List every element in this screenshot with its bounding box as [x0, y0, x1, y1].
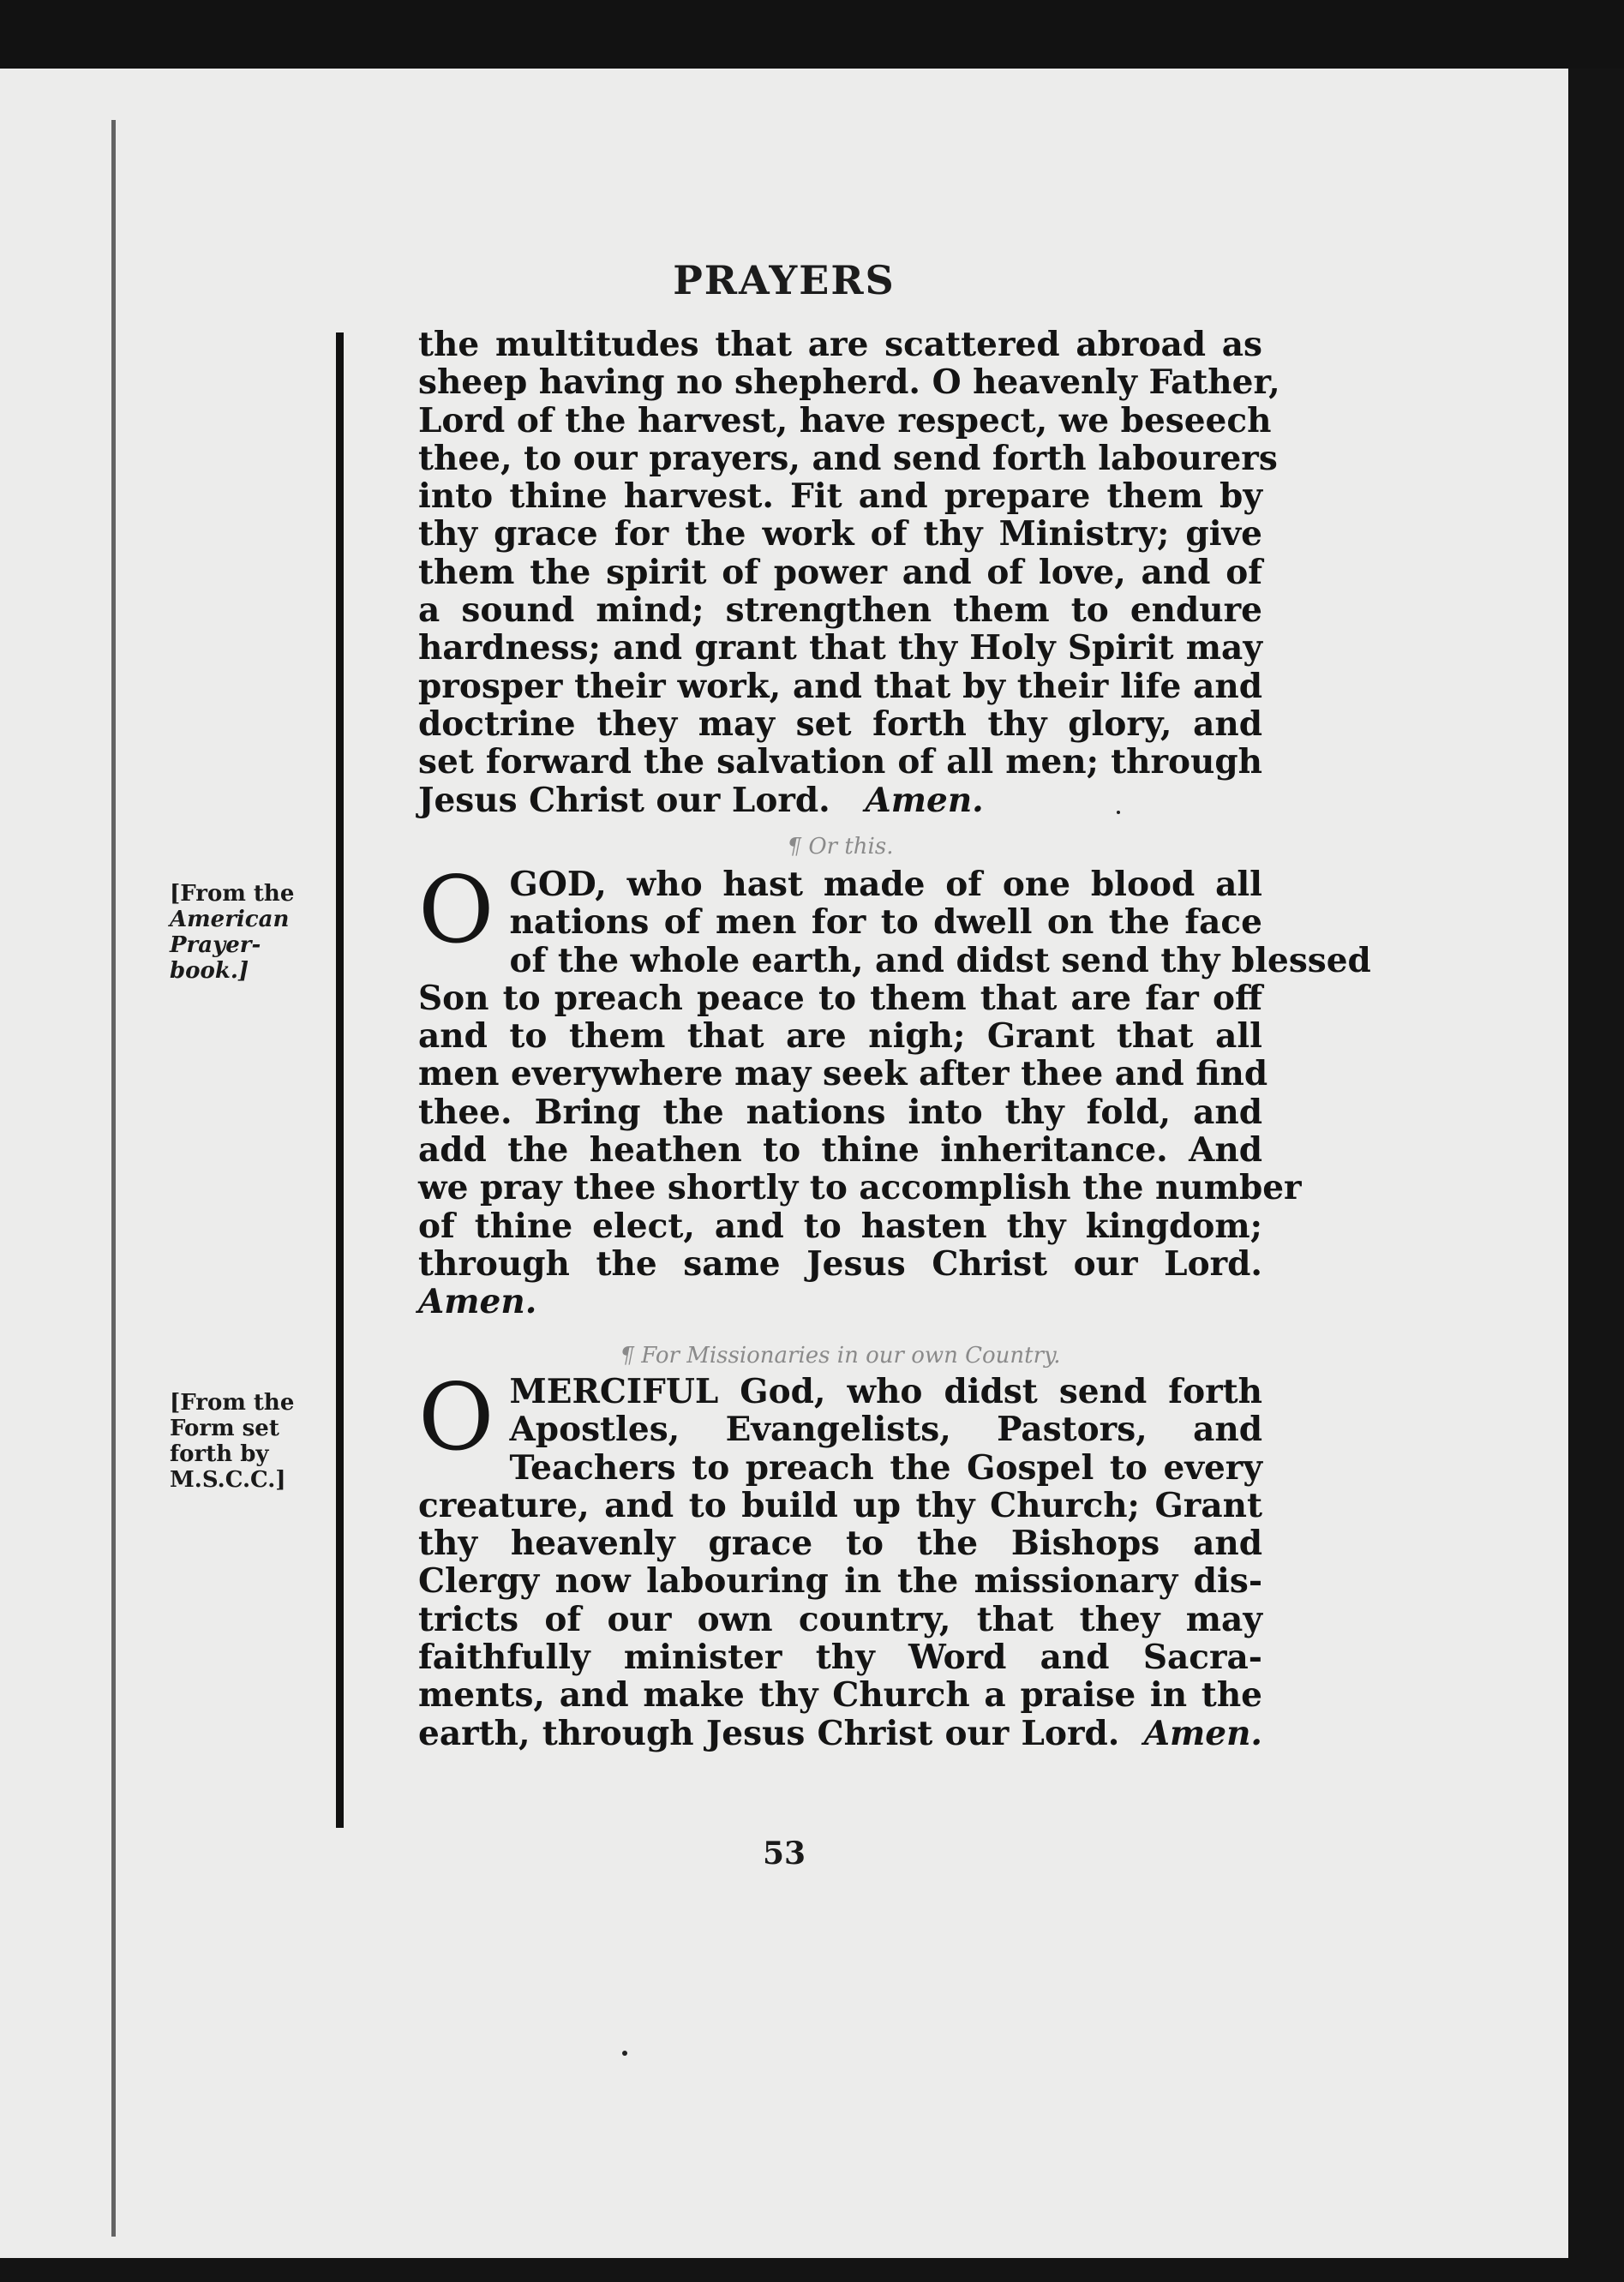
prayer-passage-1	[418, 325, 1280, 820]
note-line: forth by	[170, 1441, 269, 1467]
text-line: faithfully minister thy Word and Sacra-	[418, 1638, 1262, 1678]
book-page	[0, 69, 1568, 2258]
amen-text: Amen.	[865, 780, 984, 820]
amen-text: Amen.	[418, 1282, 537, 1322]
text-line: thy heavenly grace to the Bishops and	[418, 1524, 1262, 1564]
note-line: book.]	[170, 958, 249, 984]
scan-speck	[1117, 811, 1120, 814]
text-line: MERCIFUL God, who didst send forth	[509, 1372, 1262, 1411]
page-title: PRAYERS	[673, 257, 896, 303]
text-line: and to them that are nigh; Grant that all	[418, 1016, 1262, 1057]
text-line: Lord of the harvest, have respect, we beseech	[418, 400, 1272, 440]
text-line: through the same Jesus Christ our Lord.	[418, 1243, 1262, 1284]
margin-note-american-prayer-book	[170, 881, 298, 984]
text-line: Clergy now labouring in the missionary dis-	[418, 1561, 1262, 1602]
text-line: sheep having no shepherd. O heavenly Father,	[418, 362, 1280, 403]
note-line: M.S.C.C.]	[170, 1467, 286, 1493]
text-line: a sound mind; strengthen them to endure	[418, 590, 1262, 631]
text-line: GOD, who hast made of one blood all	[509, 865, 1262, 904]
text-line: set forward the salvation of all men; through	[418, 742, 1262, 782]
text-line: of thine elect, and to hasten thy kingdom;	[418, 1206, 1262, 1246]
text-line: creature, and to build up thy Church; Grant	[418, 1485, 1262, 1525]
rubric-missionaries: ¶ For Missionaries in our own Country.	[620, 1343, 1061, 1369]
page-left-edge	[111, 120, 116, 2237]
text-line: tricts of our own country, that they may	[418, 1599, 1262, 1639]
text-line: nations of men for to dwell on the face	[509, 902, 1262, 943]
text-line-last	[418, 782, 1262, 819]
prayer-passage-3	[418, 1364, 1263, 1753]
text-line: into thine harvest. Fit and prepare them by	[418, 476, 1262, 517]
margin-note-msc	[170, 1390, 298, 1493]
text-line: hardness; and grant that thy Holy Spirit may	[418, 628, 1262, 668]
text-line: we pray thee shortly to accomplish the number	[418, 1168, 1302, 1208]
page-number: 53	[762, 1836, 806, 1872]
text-line: Teachers to preach the Gospel to every	[509, 1447, 1262, 1488]
closing-text: Jesus Christ our Lord.	[418, 780, 830, 820]
text-line: them the spirit of power and of love, and of	[418, 552, 1262, 592]
note-line: Prayer-	[170, 932, 261, 958]
scan-speck	[622, 2051, 627, 2056]
note-line: [From the	[170, 1390, 295, 1416]
closing-text: earth, through Jesus Christ our Lord.	[418, 1713, 1120, 1753]
drop-cap: O	[418, 1364, 494, 1471]
text-line: thee, to our prayers, and send forth labourers	[418, 438, 1278, 478]
margin-rule	[336, 332, 344, 1828]
note-line: [From the	[170, 881, 295, 907]
text-line: Apostles, Evangelists, Pastors, and	[509, 1410, 1262, 1450]
text-line-last	[418, 1715, 1262, 1752]
text-line: thee. Bring the nations into thy fold, and	[418, 1092, 1262, 1132]
text-line: prosper their work, and that by their life and	[418, 666, 1262, 706]
text-line: of the whole earth, and didst send thy blessed	[509, 940, 1371, 980]
note-line: American	[170, 907, 290, 932]
text-line: Son to preach peace to them that are far off	[418, 978, 1262, 1018]
text-line: doctrine they may set forth thy glory, and	[418, 704, 1262, 744]
drop-cap: O	[418, 857, 494, 964]
text-line: add the heathen to thine inheritance. And	[418, 1130, 1262, 1171]
rubric-or-this: ¶ Or this.	[787, 834, 894, 859]
text-line: thy grace for the work of thy Ministry; give	[418, 514, 1262, 554]
amen-text: Amen.	[1143, 1713, 1263, 1753]
text-line-last	[418, 1283, 1262, 1321]
text-line: the multitudes that are scattered abroad as	[418, 325, 1262, 364]
text-line: men everywhere may seek after thee and find	[418, 1054, 1268, 1094]
text-line: ments, and make thy Church a praise in the	[418, 1675, 1262, 1716]
scan-top-border	[0, 0, 1624, 69]
note-line: Form set	[170, 1416, 279, 1441]
prayer-passage-2	[418, 857, 1371, 1322]
